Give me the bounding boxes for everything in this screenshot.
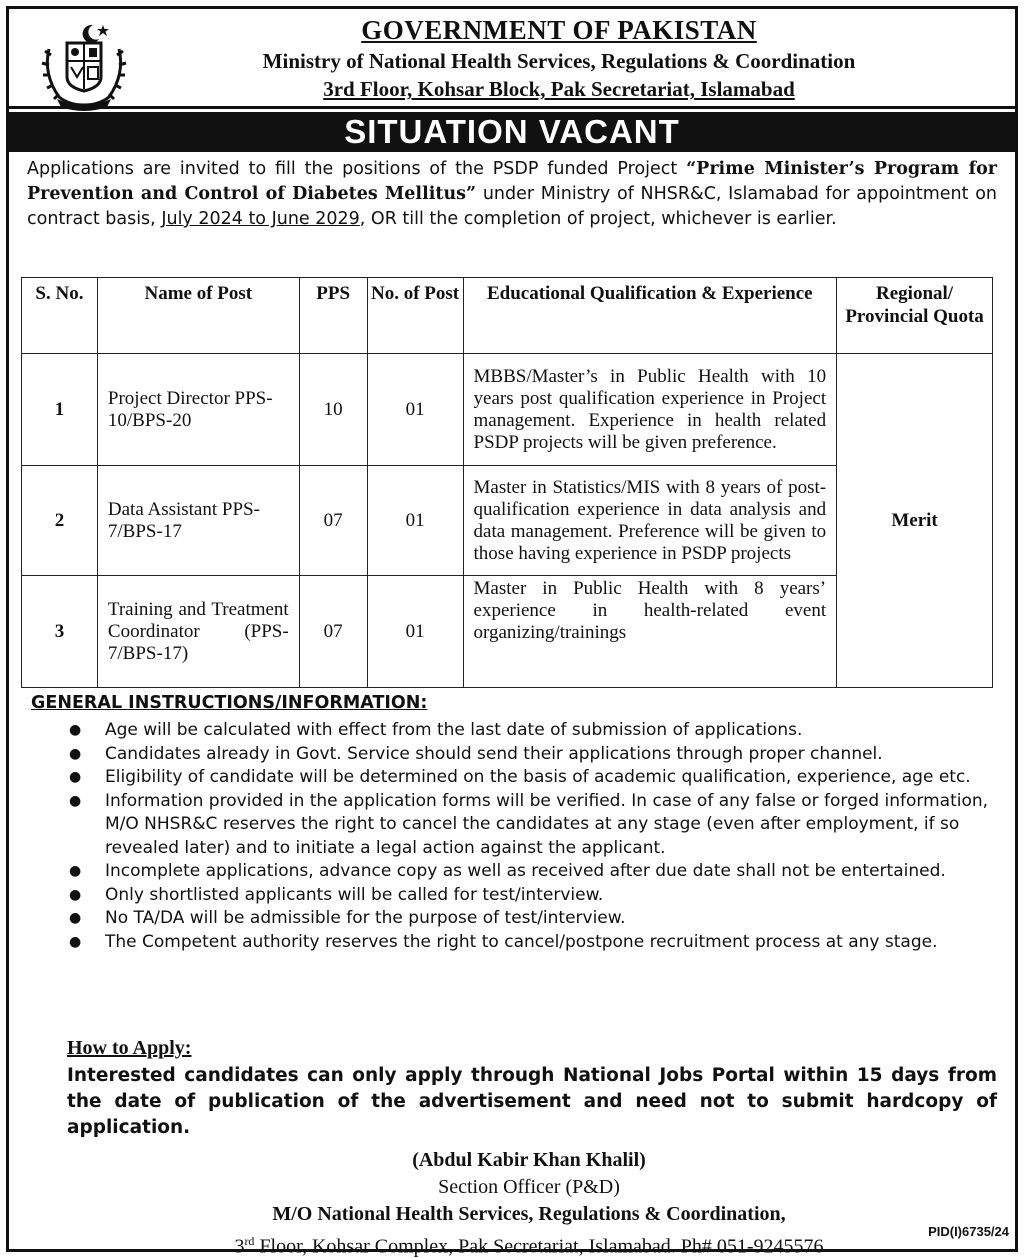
how-to-apply-text: Interested candidates can only apply through National Jobs Portal within 15 days from the date of publication of the advertisement and need not to submit hardcopy of application. bbox=[67, 1065, 997, 1138]
instruction-text: Eligibility of candidate will be determined on the basis of academic qualification, experience, age etc. bbox=[105, 767, 971, 787]
header-text bbox=[159, 13, 959, 103]
bullet-icon: ● bbox=[69, 722, 82, 738]
ministry-address: 3rd Floor, Kohsar Block, Pak Secretariat, Islamabad bbox=[323, 77, 795, 101]
row-sno: 1 bbox=[22, 354, 98, 466]
header-sno: S. No. bbox=[22, 278, 98, 354]
bullet-icon: ● bbox=[69, 769, 82, 785]
list-item bbox=[69, 790, 997, 861]
instruction-text: Candidates already in Govt. Service should send their applications through proper channel. bbox=[105, 743, 883, 764]
pid-number: PID(I)6735/24 bbox=[928, 1224, 1009, 1239]
instructions-list bbox=[69, 719, 997, 954]
list-item bbox=[69, 719, 997, 743]
intro-part-2: under Ministry of NHSR&C, Islamabad for appointment on contract basis, bbox=[27, 184, 997, 229]
instruction-text: Incomplete applications, advance copy as well as received after due date shall not be entertained. bbox=[105, 861, 946, 881]
address-floor-number: 3 bbox=[234, 1235, 245, 1258]
state-emblem-icon bbox=[39, 19, 129, 111]
row-post-name: Training and Treatment Coordinator (PPS-7/BPS-17) bbox=[97, 576, 299, 688]
situation-vacant-banner: SITUATION VACANT bbox=[9, 112, 1015, 152]
signatory-designation: Section Officer (P&D) bbox=[438, 1176, 620, 1198]
bullet-icon: ● bbox=[69, 745, 82, 762]
instruction-text: Only shortlisted applicants will be called for test/interview. bbox=[105, 884, 604, 905]
header bbox=[9, 9, 1015, 109]
signatory-organization: M/O National Health Services, Regulations & Coordination, bbox=[272, 1203, 786, 1225]
row-sno: 3 bbox=[22, 576, 98, 688]
bullet-icon: ● bbox=[69, 933, 82, 950]
header-quota: Regional/ Provincial Quota bbox=[837, 278, 993, 354]
bullet-icon: ● bbox=[69, 792, 82, 809]
instruction-text: No TA/DA will be admissible for the purpose of test/interview. bbox=[105, 908, 626, 928]
instruction-text: The Competent authority reserves the right to cancel/postpone recruitment process at any stage. bbox=[105, 931, 938, 952]
government-title: GOVERNMENT OF PAKISTAN bbox=[361, 15, 757, 45]
list-item bbox=[69, 884, 997, 908]
header-posts: No. of Post bbox=[367, 278, 463, 354]
list-item bbox=[69, 743, 997, 767]
ministry-name: Ministry of National Health Services, Regulations & Coordination bbox=[262, 49, 856, 73]
signatory-name: (Abdul Kabir Khan Khalil) bbox=[412, 1149, 646, 1171]
row-education: MBBS/Master’s in Public Health with 10 years post qualification experience in Project management. Experience in health related PSDP projects will be given preference. bbox=[463, 354, 837, 466]
signature-block bbox=[209, 1147, 849, 1258]
bullet-icon: ● bbox=[69, 863, 82, 879]
address-floor-suffix: rd bbox=[244, 1234, 255, 1248]
header-name: Name of Post bbox=[97, 278, 299, 354]
instructions-title: GENERAL INSTRUCTIONS/INFORMATION: bbox=[31, 693, 428, 713]
list-item bbox=[69, 931, 997, 955]
intro-part-1: Applications are invited to fill the positions of the PSDP funded Project bbox=[27, 159, 687, 179]
row-post-name: Project Director PPS-10/BPS-20 bbox=[97, 354, 299, 466]
quota-cell: Merit bbox=[837, 354, 993, 688]
header-pps: PPS bbox=[299, 278, 367, 354]
row-posts: 01 bbox=[367, 466, 463, 576]
row-posts: 01 bbox=[367, 576, 463, 688]
contract-period: July 2024 to June 2029 bbox=[161, 209, 360, 229]
bullet-icon: ● bbox=[69, 910, 82, 926]
table-header-row bbox=[22, 278, 993, 354]
list-item bbox=[69, 907, 997, 931]
row-education: Master in Statistics/MIS with 8 years of post-qualification experience in data analysis and data management. Preference will be given to those having experience in PSDP projects bbox=[463, 466, 837, 576]
instruction-text: Information provided in the application forms will be verified. In case of any false or forged information, M/O NHSR&C reserves the right to cancel the candidates at any stage (even after employment, if so revealed later) and to initiate a legal action against the applicant. bbox=[105, 790, 989, 858]
row-education: Master in Public Health with 8 years’ experience in health-related event organizing/trainings bbox=[463, 576, 837, 688]
how-to-apply-title: How to Apply: bbox=[67, 1037, 192, 1059]
posts-table bbox=[21, 277, 993, 688]
list-item bbox=[69, 766, 997, 790]
row-pps: 10 bbox=[299, 354, 367, 466]
intro-part-3: , OR till the completion of project, whichever is earlier. bbox=[359, 209, 837, 229]
row-posts: 01 bbox=[367, 354, 463, 466]
advertisement-frame bbox=[6, 6, 1018, 1258]
row-pps: 07 bbox=[299, 466, 367, 576]
table-row bbox=[22, 354, 993, 466]
header-education: Educational Qualification & Experience bbox=[463, 278, 837, 354]
row-post-name: Data Assistant PPS-7/BPS-17 bbox=[97, 466, 299, 576]
instruction-text: Age will be calculated with effect from the last date of submission of applications. bbox=[105, 720, 803, 740]
address-rest: Floor, Kohsar Complex, Pak Secretariat, Islamabad. Ph# 051-9245576 bbox=[254, 1235, 824, 1258]
row-sno: 2 bbox=[22, 466, 98, 576]
intro-paragraph bbox=[27, 157, 997, 232]
signatory-address bbox=[209, 1228, 849, 1258]
list-item bbox=[69, 860, 997, 884]
row-pps: 07 bbox=[299, 576, 367, 688]
bullet-icon: ● bbox=[69, 886, 82, 903]
project-name: “Prime Minister’s Program for Prevention and Control of Diabetes Mellitus” bbox=[27, 159, 997, 204]
